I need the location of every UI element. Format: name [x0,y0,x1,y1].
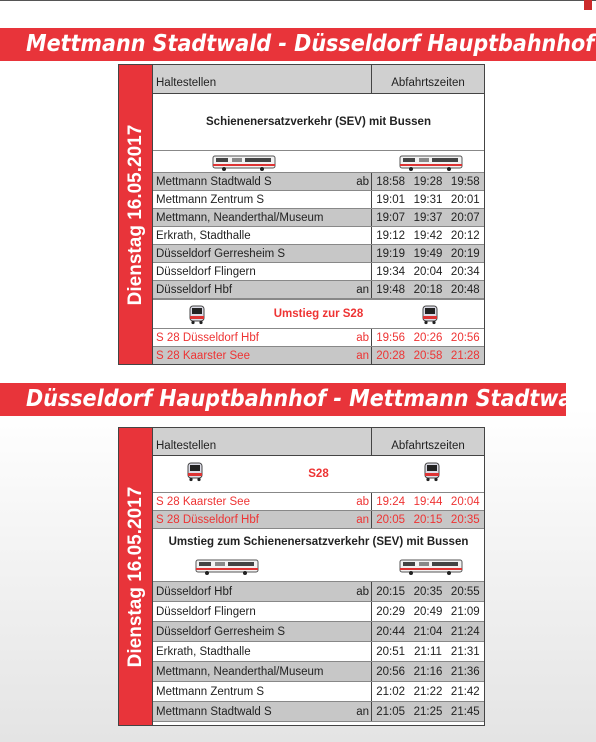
departure-time: 21:22 [413,685,443,698]
departure-time: 19:28 [413,175,443,188]
section2-head-stops: Haltestellen [156,439,217,452]
corner-mark [584,0,592,10]
section2-date-label: Dienstag 16.05.2017 [124,486,146,667]
bus-icon [399,559,463,578]
section1-sev-row [153,94,484,151]
table-row [153,511,484,529]
top-rule [0,0,596,4]
departure-time: 20:35 [450,513,480,526]
departure-time: 20:19 [450,247,480,260]
arrival-departure-mark: ab [356,495,369,508]
section1-bus-icon-row [153,151,484,173]
departure-time: 19:12 [376,229,406,242]
bus-icon [399,155,463,174]
departure-time: 21:45 [450,705,480,718]
stop-name: Mettmann Zentrum S [156,193,265,206]
departure-time: 20:29 [376,605,406,618]
departure-time: 19:42 [413,229,443,242]
departure-time: 20:56 [450,331,480,344]
section1-transfer-text: Umstieg zur S28 [273,308,364,320]
section1-head-stops: Haltestellen [156,77,217,89]
departure-time: 21:42 [450,685,480,698]
stop-name: Düsseldorf Gerresheim S [156,247,286,260]
stop-name: Erkrath, Stadthalle [156,229,251,242]
stop-name: Mettmann Stadtwald S [156,175,272,188]
stop-name: S 28 Kaarster See [156,495,250,508]
departure-time: 21:02 [376,685,406,698]
departure-time: 20:48 [450,283,480,296]
table-row [153,642,484,662]
arrival-departure-mark: ab [356,331,369,344]
table-row [153,209,484,227]
departure-time: 20:51 [376,645,406,658]
table-row [153,245,484,263]
departure-time: 21:31 [450,645,480,658]
departure-time: 20:15 [413,513,443,526]
departure-time: 20:55 [450,585,480,598]
table-row [153,602,484,622]
departure-time: 19:31 [413,193,443,206]
section2-transfer-text: Umstieg zum Schienenersatzverkehr (SEV) mit Bussen [168,536,469,548]
stop-name: Mettmann Zentrum S [156,685,265,698]
stop-name: Düsseldorf Flingern [156,265,256,278]
departure-time: 21:11 [414,645,442,658]
departure-time: 19:19 [376,247,406,260]
section2-s28-text: S28 [308,468,329,480]
departure-time: 21:09 [450,605,480,618]
arrival-departure-mark: an [356,283,369,296]
bus-icon [212,155,276,174]
departure-time: 21:04 [413,625,443,638]
arrival-departure-mark: ab [356,585,369,598]
table-row [153,622,484,642]
departure-time: 19:48 [376,283,406,296]
stop-name: Düsseldorf Flingern [156,605,256,618]
departure-time: 20:56 [376,665,406,678]
departure-time: 20:34 [450,265,480,278]
departure-time: 20:15 [376,585,406,598]
departure-time: 20:28 [376,349,406,362]
departure-time: 20:12 [450,229,480,242]
departure-time: 20:01 [450,193,480,206]
departure-time: 20:07 [450,211,480,224]
departure-time: 21:16 [413,665,443,678]
departure-time: 19:58 [450,175,480,188]
section2-head-times: Abfahrtszeiten [391,439,465,452]
departure-time: 19:37 [413,211,443,224]
section1-timetable [152,64,485,365]
section1-sev-text: Schienenersatzverkehr (SEV) mit Bussen [206,116,431,128]
table-row [153,173,484,191]
section2-transfer-row [153,529,484,555]
table-row [153,347,484,365]
section2-header-row [153,428,484,456]
section2-bus-icon-row [153,555,484,582]
section2-title-banner [0,383,595,416]
table-row [153,329,484,347]
stop-name: Mettmann Stadtwald S [156,705,272,718]
train-icon [188,305,206,328]
departure-time: 19:49 [413,247,443,260]
departure-time: 19:44 [413,495,443,508]
train-icon [423,462,441,485]
departure-time: 20:58 [413,349,443,362]
departure-time: 20:18 [413,283,443,296]
section1-date-bar [118,64,153,365]
arrival-departure-mark: an [356,349,369,362]
stop-name: S 28 Kaarster See [156,349,250,362]
stop-name: S 28 Düsseldorf Hbf [156,513,259,526]
train-icon [421,305,439,328]
departure-time: 21:05 [376,705,406,718]
table-row [153,191,484,209]
section1-date-label: Dienstag 16.05.2017 [124,124,146,305]
table-row [153,281,484,299]
section1-title-banner [0,28,596,61]
departure-time: 19:34 [376,265,406,278]
arrival-departure-mark: an [356,705,369,718]
section1-header-row [153,65,484,94]
bus-icon [195,559,259,578]
departure-time: 20:04 [413,265,443,278]
departure-time: 21:28 [450,349,480,362]
departure-time: 20:04 [450,495,480,508]
departure-time: 20:44 [376,625,406,638]
section1-title: Mettmann Stadtwald - Düsseldorf Hauptbahnhof [26,31,595,57]
table-row [153,702,484,722]
stop-name: Mettmann, Neanderthal/Museum [156,211,324,224]
table-row [153,263,484,281]
section1-transfer-row [153,299,484,329]
section2-s28-row [153,456,484,493]
stop-name: Düsseldorf Gerresheim S [156,625,286,638]
stop-name: Mettmann, Neanderthal/Museum [156,665,324,678]
departure-time: 20:49 [413,605,443,618]
train-icon [186,462,204,485]
arrival-departure-mark: ab [356,175,369,188]
departure-time: 19:24 [376,495,406,508]
table-row [153,493,484,511]
section1-head-times: Abfahrtszeiten [391,77,465,89]
departure-time: 20:26 [413,331,443,344]
table-row [153,682,484,702]
departure-time: 19:07 [376,211,406,224]
section2-timetable [152,427,485,726]
departure-time: 20:35 [413,585,443,598]
section2-date-bar [118,427,153,726]
stop-name: Düsseldorf Hbf [156,585,233,598]
table-row [153,582,484,602]
departure-time: 19:01 [376,193,406,206]
departure-time: 20:05 [376,513,406,526]
departure-time: 21:25 [413,705,443,718]
departure-time: 21:24 [450,625,480,638]
stop-name: S 28 Düsseldorf Hbf [156,331,259,344]
section2-title: Düsseldorf Hauptbahnhof - Mettmann Stadtwald [26,386,595,412]
stop-name: Düsseldorf Hbf [156,283,233,296]
stop-name: Erkrath, Stadthalle [156,645,251,658]
arrival-departure-mark: an [356,513,369,526]
departure-time: 18:58 [376,175,406,188]
departure-time: 21:36 [450,665,480,678]
table-row [153,227,484,245]
departure-time: 19:56 [376,331,406,344]
table-row [153,662,484,682]
